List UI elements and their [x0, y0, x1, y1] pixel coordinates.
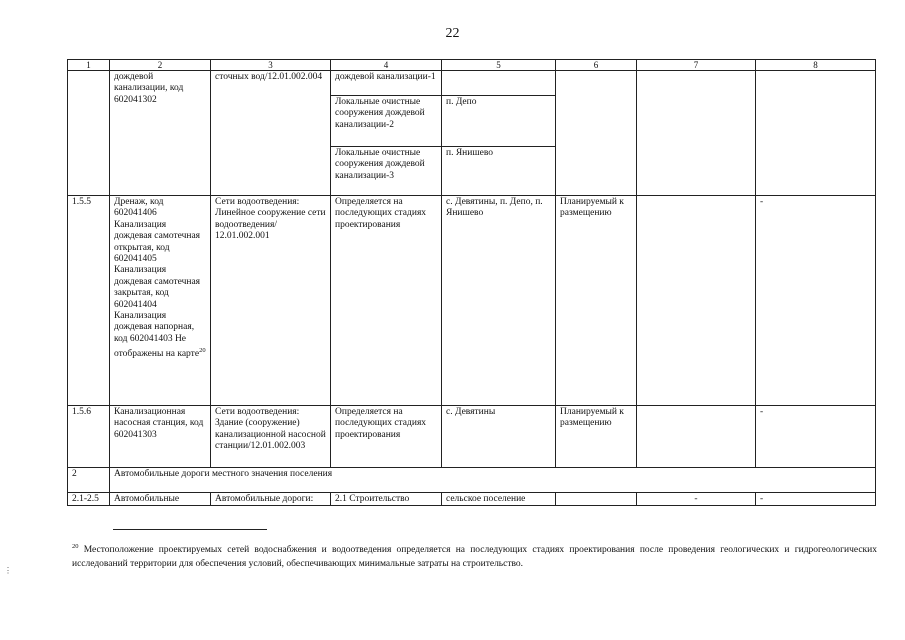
header-cell: 7	[637, 60, 756, 71]
table-cell: Локальные очистные сооружения дождевой канализации-3	[331, 147, 442, 196]
header-cell: 2	[110, 60, 211, 71]
object-name: Дренаж, код 602041406 Канализация дождевая самотечная открытая, код 602041405 Канализация дождевая самотечная закрытая, код 602041404 Канализация дождевая напорная, код 602041403 Не отображены на карте	[114, 197, 201, 360]
table-cell	[756, 71, 876, 196]
table-cell: -	[756, 406, 876, 468]
table-cell: п. Янишево	[442, 147, 556, 196]
table-cell: -	[637, 493, 756, 506]
table-row	[68, 493, 876, 506]
table-cell	[110, 196, 211, 406]
table-cell: с. Девятины	[442, 406, 556, 468]
footnote-separator	[113, 529, 267, 530]
footnote-mark: 20	[72, 543, 79, 550]
section-row	[68, 468, 876, 493]
table-cell: сельское поселение	[442, 493, 556, 506]
scan-edge-mark: ⋮	[4, 566, 12, 575]
table-cell	[637, 196, 756, 406]
table-cell: Определяется на последующих стадиях проектирования	[331, 406, 442, 468]
table-row	[68, 71, 876, 96]
table-cell: Автомобильные	[110, 493, 211, 506]
table-cell	[637, 71, 756, 196]
header-cell: 3	[211, 60, 331, 71]
table-cell: дождевой канализации-1	[331, 71, 442, 96]
column-number-header	[68, 60, 876, 71]
table-cell	[637, 406, 756, 468]
table-cell: с. Девятины, п. Депо, п. Янишево	[442, 196, 556, 406]
row-number: 1.5.5	[68, 196, 110, 406]
footnote-text: Местоположение проектируемых сетей водоснабжения и водоотведения определяется на последующих стадиях проектирования после проведения геологических и гидрогеологических исследований территории для обеспечения условий, обеспечивающих минимальные затраты на строительство.	[72, 545, 878, 570]
table-cell: -	[756, 196, 876, 406]
table-cell: Локальные очистные сооружения дождевой канализации-2	[331, 96, 442, 147]
row-number: 2.1-2.5	[68, 493, 110, 506]
table-cell: Сети водоотведения: Здание (сооружение) канализационной насосной станции/12.01.002.003	[211, 406, 331, 468]
footnote	[72, 540, 877, 571]
table-row	[68, 406, 876, 468]
table-cell	[442, 71, 556, 96]
table-cell: Планируемый к размещению	[556, 196, 637, 406]
table-cell: сточных вод/12.01.002.004	[211, 71, 331, 196]
footnote-ref: 20	[199, 347, 206, 355]
table-cell: 2.1 Строительство	[331, 493, 442, 506]
planning-table	[67, 59, 876, 506]
table-cell: Канализационная насосная станция, код 602041303	[110, 406, 211, 468]
table-cell: Планируемый к размещению	[556, 406, 637, 468]
table-cell: п. Депо	[442, 96, 556, 147]
table-cell	[556, 493, 637, 506]
table-cell: Автомобильные дороги:	[211, 493, 331, 506]
header-cell: 8	[756, 60, 876, 71]
header-cell: 5	[442, 60, 556, 71]
row-number: 2	[68, 468, 110, 493]
table-cell: Определяется на последующих стадиях проектирования	[331, 196, 442, 406]
header-cell: 6	[556, 60, 637, 71]
header-cell: 1	[68, 60, 110, 71]
table-cell: дождевой канализации, код 602041302	[110, 71, 211, 196]
table-cell: Сети водоотведения: Линейное сооружение сети водоотведения/ 12.01.002.001	[211, 196, 331, 406]
table-cell	[68, 71, 110, 196]
table-cell	[556, 71, 637, 196]
table-row	[68, 196, 876, 406]
header-cell: 4	[331, 60, 442, 71]
section-title: Автомобильные дороги местного значения поселения	[110, 468, 876, 493]
page-number: 22	[445, 26, 460, 41]
table-cell: -	[756, 493, 876, 506]
row-number: 1.5.6	[68, 406, 110, 468]
